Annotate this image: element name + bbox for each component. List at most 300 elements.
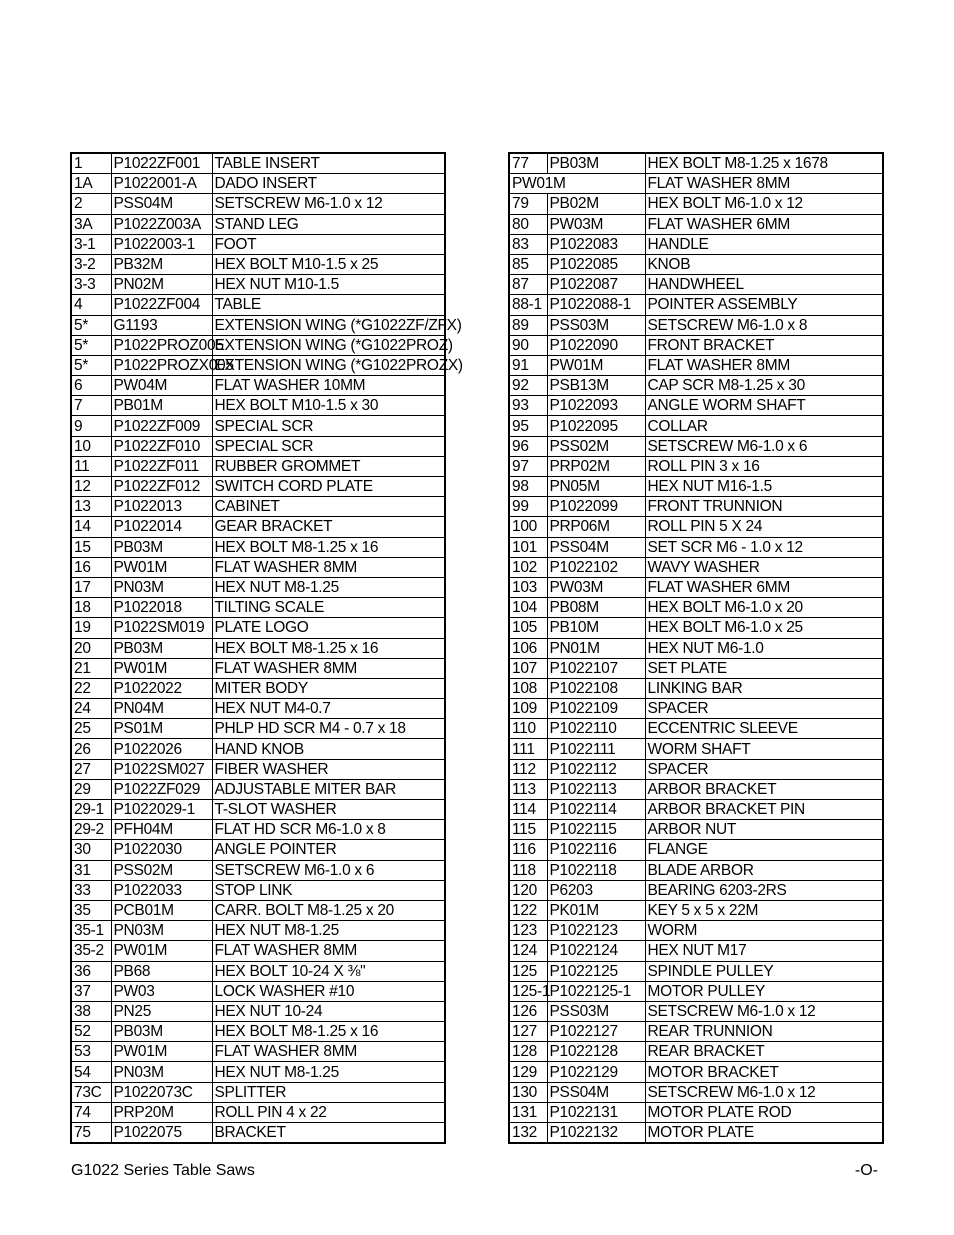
cell-ref: 93 [509, 396, 547, 416]
cell-desc: FLAT HD SCR M6-1.0 x 8 [212, 820, 445, 840]
cell-part: PK01M [547, 900, 645, 920]
cell-part: P1022115 [547, 820, 645, 840]
cell-desc: HEX NUT M17 [645, 941, 883, 961]
table-row [71, 739, 445, 759]
cell-part: P1022116 [547, 840, 645, 860]
cell-part: P1022PROZX005 [111, 355, 212, 375]
cell-part: PFH04M [111, 820, 212, 840]
cell-desc: WORM SHAFT [645, 739, 883, 759]
cell-desc: CABINET [212, 497, 445, 517]
table-row [71, 194, 445, 214]
table-row [71, 315, 445, 335]
cell-desc: PHLP HD SCR M4 - 0.7 x 18 [212, 719, 445, 739]
cell-part: PW03M [547, 214, 645, 234]
cell-desc: SET SCR M6 - 1.0 x 12 [645, 537, 883, 557]
cell-desc: ADJUSTABLE MITER BAR [212, 779, 445, 799]
table-row [509, 315, 883, 335]
cell-desc: FLAT WASHER 8MM [212, 941, 445, 961]
cell-ref: 10 [71, 436, 111, 456]
cell-ref: 5* [71, 315, 111, 335]
cell-desc: SPACER [645, 759, 883, 779]
table-row [509, 1082, 883, 1102]
cell-ref: 106 [509, 638, 547, 658]
cell-ref: 29-2 [71, 820, 111, 840]
table-row [71, 1022, 445, 1042]
table-row [71, 900, 445, 920]
table-row [509, 214, 883, 234]
cell-ref: 75 [71, 1123, 111, 1144]
cell-part: PN03M [111, 577, 212, 597]
cell-part: P1022125-1 [547, 981, 645, 1001]
table-row [71, 1062, 445, 1082]
cell-desc: ARBOR BRACKET [645, 779, 883, 799]
cell-part: P1022ZF004 [111, 295, 212, 315]
cell-ref: 18 [71, 598, 111, 618]
cell-part: PB08M [547, 598, 645, 618]
cell-desc: HAND KNOB [212, 739, 445, 759]
table-row [509, 1102, 883, 1122]
cell-part: PB32M [111, 254, 212, 274]
table-row [71, 477, 445, 497]
cell-ref: 79 [509, 194, 547, 214]
cell-ref: 115 [509, 820, 547, 840]
table-row [509, 981, 883, 1001]
table-row [71, 840, 445, 860]
table-row [509, 517, 883, 537]
cell-ref: PW01M [509, 174, 645, 194]
cell-desc: MOTOR PLATE ROD [645, 1102, 883, 1122]
cell-ref: 15 [71, 537, 111, 557]
cell-part: P1022118 [547, 860, 645, 880]
cell-ref: 24 [71, 699, 111, 719]
cell-part: PW03M [547, 577, 645, 597]
cell-ref: 85 [509, 254, 547, 274]
parts-table-right [508, 152, 884, 1144]
cell-part: PN03M [111, 921, 212, 941]
cell-desc: HEX NUT M8-1.25 [212, 1062, 445, 1082]
cell-part: PB02M [547, 194, 645, 214]
cell-desc: WORM [645, 921, 883, 941]
table-row [71, 638, 445, 658]
cell-part: PRP06M [547, 517, 645, 537]
cell-part: P1022083 [547, 234, 645, 254]
cell-ref: 16 [71, 557, 111, 577]
cell-desc: STOP LINK [212, 880, 445, 900]
cell-desc: EXTENSION WING (*G1022PROZ) [212, 335, 445, 355]
table-row [509, 153, 883, 174]
cell-part: P1022129 [547, 1062, 645, 1082]
cell-part: PW01M [111, 1042, 212, 1062]
cell-part: P1022132 [547, 1123, 645, 1144]
cell-desc: FLAT WASHER 8MM [212, 658, 445, 678]
cell-part: P1022109 [547, 699, 645, 719]
cell-part: P1022ZF012 [111, 477, 212, 497]
cell-part: P1022110 [547, 719, 645, 739]
cell-part: P1022107 [547, 658, 645, 678]
cell-desc: ROLL PIN 4 x 22 [212, 1102, 445, 1122]
table-row [71, 376, 445, 396]
cell-ref: 128 [509, 1042, 547, 1062]
cell-part: P1022128 [547, 1042, 645, 1062]
cell-ref: 102 [509, 557, 547, 577]
table-row [71, 1001, 445, 1021]
cell-ref: 95 [509, 416, 547, 436]
table-row [509, 355, 883, 375]
cell-part: PSS03M [547, 1001, 645, 1021]
table-row [71, 779, 445, 799]
cell-desc: COLLAR [645, 416, 883, 436]
cell-ref: 35 [71, 900, 111, 920]
cell-desc: SET PLATE [645, 658, 883, 678]
cell-desc: FLANGE [645, 840, 883, 860]
cell-part: PB03M [111, 1022, 212, 1042]
table-row [71, 577, 445, 597]
table-row [509, 477, 883, 497]
cell-ref: 3-1 [71, 234, 111, 254]
cell-ref: 9 [71, 416, 111, 436]
cell-ref: 3-2 [71, 254, 111, 274]
cell-desc: HANDLE [645, 234, 883, 254]
cell-ref: 91 [509, 355, 547, 375]
cell-desc: HEX NUT M8-1.25 [212, 577, 445, 597]
cell-ref: 1 [71, 153, 111, 174]
cell-desc: SETSCREW M6-1.0 x 6 [212, 860, 445, 880]
cell-ref: 89 [509, 315, 547, 335]
cell-part: PW03 [111, 981, 212, 1001]
cell-ref: 97 [509, 456, 547, 476]
cell-part: P1022108 [547, 678, 645, 698]
table-row [71, 436, 445, 456]
footer-title: G1022 Series Table Saws [71, 1162, 255, 1179]
cell-ref: 125 [509, 961, 547, 981]
cell-part: P1022029-1 [111, 800, 212, 820]
table-row [509, 880, 883, 900]
cell-desc: HEX NUT M8-1.25 [212, 921, 445, 941]
cell-part: P1022ZF011 [111, 456, 212, 476]
table-row [71, 618, 445, 638]
table-row [71, 295, 445, 315]
cell-ref: 14 [71, 517, 111, 537]
cell-ref: 130 [509, 1082, 547, 1102]
cell-part: PSB13M [547, 376, 645, 396]
table-row [71, 153, 445, 174]
cell-part: P1022001-A [111, 174, 212, 194]
cell-desc: FLAT WASHER 10MM [212, 376, 445, 396]
cell-part: P1022018 [111, 598, 212, 618]
cell-desc: SWITCH CORD PLATE [212, 477, 445, 497]
cell-desc: BEARING 6203-2RS [645, 880, 883, 900]
cell-desc: MITER BODY [212, 678, 445, 698]
cell-ref: 22 [71, 678, 111, 698]
cell-part: P1022090 [547, 335, 645, 355]
cell-desc: ARBOR BRACKET PIN [645, 800, 883, 820]
table-row [509, 194, 883, 214]
table-row [509, 941, 883, 961]
cell-ref: 26 [71, 739, 111, 759]
cell-ref: 99 [509, 497, 547, 517]
table-row [71, 860, 445, 880]
cell-part: PN01M [547, 638, 645, 658]
cell-desc: FLAT WASHER 6MM [645, 214, 883, 234]
table-row [509, 759, 883, 779]
table-row [509, 739, 883, 759]
cell-ref: 27 [71, 759, 111, 779]
cell-desc: POINTER ASSEMBLY [645, 295, 883, 315]
cell-part: PB01M [111, 396, 212, 416]
cell-ref: 3-3 [71, 275, 111, 295]
cell-desc: SETSCREW M6-1.0 x 12 [645, 1001, 883, 1021]
table-row [509, 658, 883, 678]
cell-desc: KEY 5 x 5 x 22M [645, 900, 883, 920]
cell-ref: 36 [71, 961, 111, 981]
cell-desc: SPINDLE PULLEY [645, 961, 883, 981]
cell-desc: SPECIAL SCR [212, 436, 445, 456]
cell-ref: 12 [71, 477, 111, 497]
cell-part: P1022003-1 [111, 234, 212, 254]
cell-ref: 33 [71, 880, 111, 900]
cell-ref: 77 [509, 153, 547, 174]
cell-desc: HEX NUT M10-1.5 [212, 275, 445, 295]
table-row [509, 900, 883, 920]
cell-part: P1022SM019 [111, 618, 212, 638]
cell-ref: 110 [509, 719, 547, 739]
cell-part: P1022013 [111, 497, 212, 517]
cell-part: PSS02M [547, 436, 645, 456]
table-row [509, 456, 883, 476]
cell-part: G1193 [111, 315, 212, 335]
cell-part: PB03M [547, 153, 645, 174]
table-row [509, 436, 883, 456]
cell-ref: 6 [71, 376, 111, 396]
cell-part: PSS04M [111, 194, 212, 214]
cell-part: P1022095 [547, 416, 645, 436]
cell-desc: STAND LEG [212, 214, 445, 234]
cell-desc: MOTOR BRACKET [645, 1062, 883, 1082]
table-row [71, 355, 445, 375]
cell-desc: FRONT TRUNNION [645, 497, 883, 517]
cell-part: P1022022 [111, 678, 212, 698]
table-row [71, 1123, 445, 1144]
cell-part: P1022026 [111, 739, 212, 759]
table-row [71, 820, 445, 840]
cell-desc: TABLE [212, 295, 445, 315]
cell-ref: 88-1 [509, 295, 547, 315]
cell-part: PW01M [547, 355, 645, 375]
cell-ref: 53 [71, 1042, 111, 1062]
table-row [71, 456, 445, 476]
cell-ref: 90 [509, 335, 547, 355]
table-row [509, 497, 883, 517]
cell-part: P1022Z003A [111, 214, 212, 234]
table-row [509, 779, 883, 799]
cell-ref: 98 [509, 477, 547, 497]
cell-ref: 111 [509, 739, 547, 759]
cell-desc: LINKING BAR [645, 678, 883, 698]
cell-desc: CARR. BOLT M8-1.25 x 20 [212, 900, 445, 920]
cell-part: P1022131 [547, 1102, 645, 1122]
table-row [71, 800, 445, 820]
cell-part: PB10M [547, 618, 645, 638]
cell-desc: BRACKET [212, 1123, 445, 1144]
cell-ref: 107 [509, 658, 547, 678]
cell-ref: 7 [71, 396, 111, 416]
cell-part: P1022099 [547, 497, 645, 517]
cell-ref: 114 [509, 800, 547, 820]
table-row [71, 658, 445, 678]
cell-ref: 131 [509, 1102, 547, 1122]
cell-part: P1022112 [547, 759, 645, 779]
parts-table-left [70, 152, 463, 1144]
table-row [71, 598, 445, 618]
cell-desc: HEX NUT M16-1.5 [645, 477, 883, 497]
cell-desc: ARBOR NUT [645, 820, 883, 840]
table-row [509, 719, 883, 739]
cell-ref: 105 [509, 618, 547, 638]
cell-desc: HEX BOLT M6-1.0 x 12 [645, 194, 883, 214]
table-row [71, 557, 445, 577]
cell-ref: 125-1 [509, 981, 547, 1001]
cell-ref: 11 [71, 456, 111, 476]
cell-part: PSS02M [111, 860, 212, 880]
table-row [71, 699, 445, 719]
table-row [509, 416, 883, 436]
cell-ref: 29 [71, 779, 111, 799]
cell-desc: HEX BOLT M10-1.5 x 25 [212, 254, 445, 274]
table-row [509, 820, 883, 840]
table-row [71, 214, 445, 234]
cell-part: PSS04M [547, 537, 645, 557]
cell-ref: 101 [509, 537, 547, 557]
table-row [71, 941, 445, 961]
cell-ref: 118 [509, 860, 547, 880]
cell-desc: ANGLE WORM SHAFT [645, 396, 883, 416]
cell-desc: SETSCREW M6-1.0 x 12 [645, 1082, 883, 1102]
table-row [509, 598, 883, 618]
cell-part: PCB01M [111, 900, 212, 920]
cell-part: P1022093 [547, 396, 645, 416]
cell-part: PRP02M [547, 456, 645, 476]
cell-ref: 112 [509, 759, 547, 779]
cell-part: P1022124 [547, 941, 645, 961]
cell-ref: 21 [71, 658, 111, 678]
table-row [71, 678, 445, 698]
cell-ref: 5* [71, 335, 111, 355]
cell-part: PSS04M [547, 1082, 645, 1102]
table-row [71, 517, 445, 537]
cell-desc: TILTING SCALE [212, 598, 445, 618]
cell-desc: T-SLOT WASHER [212, 800, 445, 820]
cell-desc: EXTENSION WING (*G1022PROZX) [212, 355, 445, 375]
cell-desc: HEX BOLT M8-1.25 x 16 [212, 638, 445, 658]
cell-part: P6203 [547, 880, 645, 900]
cell-desc: HEX BOLT M8-1.25 x 1678 [645, 153, 883, 174]
cell-ref: 127 [509, 1022, 547, 1042]
table-row [71, 921, 445, 941]
cell-ref: 1A [71, 174, 111, 194]
cell-desc: BLADE ARBOR [645, 860, 883, 880]
table-row [509, 396, 883, 416]
table-row [509, 1042, 883, 1062]
cell-part: P1022ZF009 [111, 416, 212, 436]
table-row [71, 1102, 445, 1122]
cell-part: PN02M [111, 275, 212, 295]
cell-ref: 4 [71, 295, 111, 315]
cell-ref: 13 [71, 497, 111, 517]
cell-part: P1022ZF029 [111, 779, 212, 799]
cell-part: PN04M [111, 699, 212, 719]
cell-ref: 104 [509, 598, 547, 618]
table-row [71, 254, 445, 274]
cell-ref: 31 [71, 860, 111, 880]
cell-part: PN25 [111, 1001, 212, 1021]
table-row [71, 416, 445, 436]
cell-ref: 96 [509, 436, 547, 456]
cell-part: P1022125 [547, 961, 645, 981]
table-row [509, 1062, 883, 1082]
cell-part: P1022123 [547, 921, 645, 941]
cell-desc: HEX NUT M6-1.0 [645, 638, 883, 658]
cell-part: P1022111 [547, 739, 645, 759]
cell-part: PW01M [111, 941, 212, 961]
cell-part: P1022075 [111, 1123, 212, 1144]
table-row [509, 295, 883, 315]
cell-ref: 19 [71, 618, 111, 638]
table-row [71, 396, 445, 416]
cell-part: PW01M [111, 557, 212, 577]
cell-desc: HEX BOLT M8-1.25 x 16 [212, 1022, 445, 1042]
cell-part: P1022114 [547, 800, 645, 820]
cell-desc: FLAT WASHER 8MM [212, 557, 445, 577]
cell-desc: WAVY WASHER [645, 557, 883, 577]
cell-desc: FLAT WASHER 8MM [212, 1042, 445, 1062]
cell-part: P1022SM027 [111, 759, 212, 779]
cell-desc: HEX BOLT M10-1.5 x 30 [212, 396, 445, 416]
cell-part: P1022014 [111, 517, 212, 537]
cell-ref: 123 [509, 921, 547, 941]
cell-ref: 80 [509, 214, 547, 234]
table-row [71, 759, 445, 779]
cell-desc: FIBER WASHER [212, 759, 445, 779]
cell-ref: 87 [509, 275, 547, 295]
table-row [509, 800, 883, 820]
cell-ref: 92 [509, 376, 547, 396]
cell-desc: HEX NUT M4-0.7 [212, 699, 445, 719]
cell-part: PW04M [111, 376, 212, 396]
cell-part: PB68 [111, 961, 212, 981]
cell-desc: HANDWHEEL [645, 275, 883, 295]
table-row [509, 376, 883, 396]
cell-desc: ROLL PIN 3 x 16 [645, 456, 883, 476]
table-row [509, 577, 883, 597]
table-row [71, 497, 445, 517]
cell-desc: PLATE LOGO [212, 618, 445, 638]
table-row [509, 638, 883, 658]
table-row [509, 537, 883, 557]
cell-desc: HEX NUT 10-24 [212, 1001, 445, 1021]
table-row [509, 961, 883, 981]
cell-desc: MOTOR PULLEY [645, 981, 883, 1001]
cell-desc: REAR TRUNNION [645, 1022, 883, 1042]
table-row [509, 1001, 883, 1021]
cell-ref: 37 [71, 981, 111, 1001]
table-row [509, 275, 883, 295]
cell-part: P1022ZF001 [111, 153, 212, 174]
cell-desc: REAR BRACKET [645, 1042, 883, 1062]
cell-desc: FOOT [212, 234, 445, 254]
cell-desc: FLAT WASHER 8MM [645, 174, 883, 194]
table-row [509, 557, 883, 577]
cell-ref: 109 [509, 699, 547, 719]
